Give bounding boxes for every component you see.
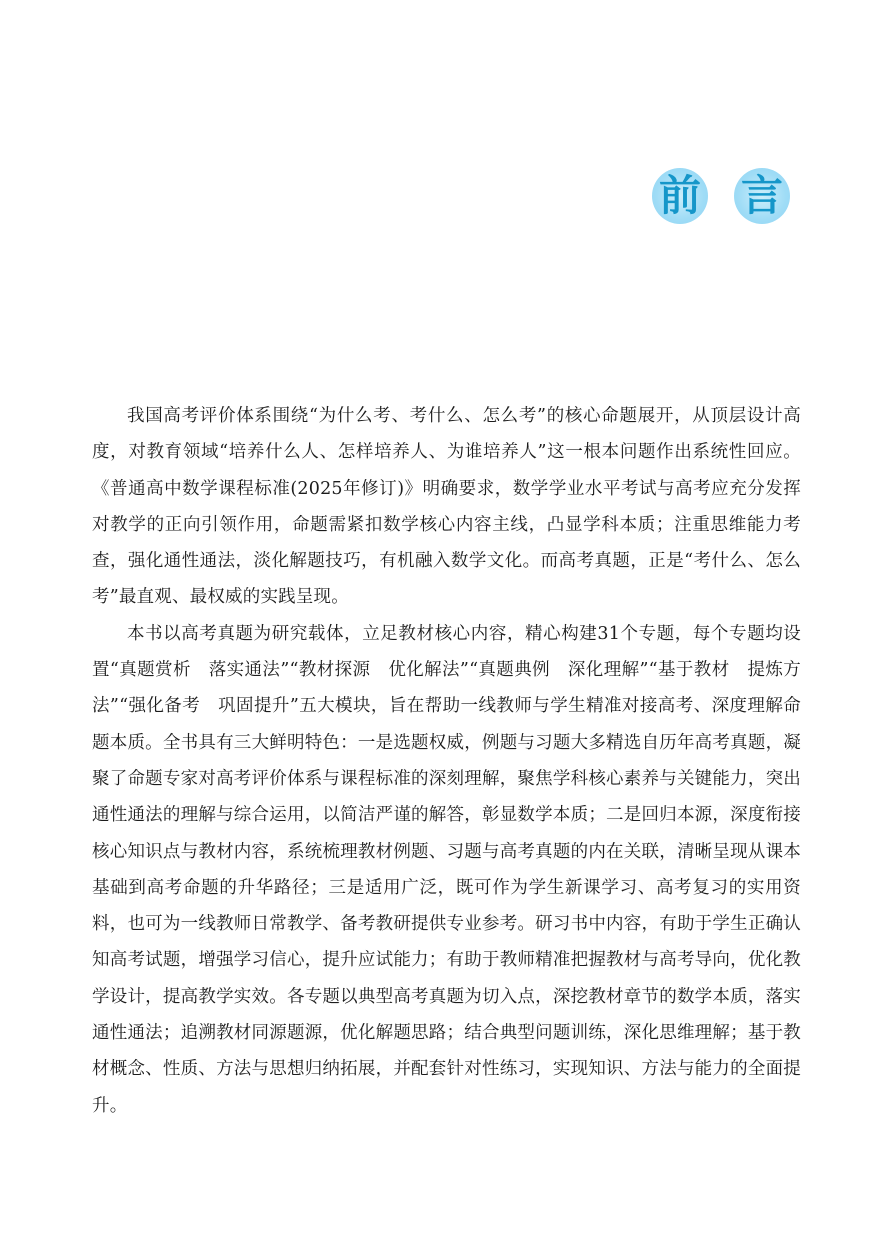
- preface-paragraph-2: 本书以高考真题为研究载体，立足教材核心内容，精心构建31个专题，每个专题均设置“真题赏析 落实通法”“教材探源 优化解法”“真题典例 深化理解”“基于教材 提炼方法”“强化备考 巩固提升”五大模块，旨在帮助一线教师与学生精准对接高考、深度理解命题本质。全书具有三大鲜明特色：一是选题权威，例题与习题大多精选自历年高考真题，凝聚了命题专家对高考评价体系与课程标准的深刻理解，聚焦学科核心素养与关键能力，突出通性通法的理解与综合运用，以简洁严谨的解答，彰显数学本质；二是回归本源，深度衔接核心知识点与教材内容，系统梳理教材例题、习题与高考真题的内在关联，清晰呈现从课本基础到高考命题的升华路径；三是适用广泛，既可作为学生新课学习、高考复习的实用资料，也可为一线教师日常教学、备考教研提供专业参考。研习书中内容，有助于学生正确认知高考试题，增强学习信心，提升应试能力；有助于教师精准把握教材与高考导向，优化教学设计，提高教学实效。各专题以典型高考真题为切入点，深挖教材章节的数学本质，落实通性通法；追溯教材同源题源，优化解题思路；结合典型问题训练，深化思维理解；基于教材概念、性质、方法与思想归纳拓展，并配套针对性练习，实现知识、方法与能力的全面提升。: [92, 623, 801, 1116]
- page-heading: [652, 168, 790, 224]
- heading-glyph: 前: [658, 171, 701, 220]
- heading-glyph: 言: [740, 171, 783, 220]
- heading-char-1: [652, 168, 708, 224]
- preface-paragraph-1: 我国高考评价体系围绕“为什么考、考什么、怎么考”的核心命题展开，从顶层设计高度，对教育领域“培养什么人、怎样培养人、为谁培养人”这一根本问题作出系统性回应。《普通高中数学课程标准(2025年修订)》明确要求，数学学业水平考试与高考应充分发挥对教学的正向引领作用，命题需紧扣数学核心内容主线，凸显学科本质；注重思维能力考查，强化通性通法，淡化解题技巧，有机融入数学文化。而高考真题，正是“考什么、怎么考”最直观、最权威的实践呈现。: [92, 406, 801, 608]
- heading-char-2: [734, 168, 790, 224]
- preface-body: [92, 398, 801, 1124]
